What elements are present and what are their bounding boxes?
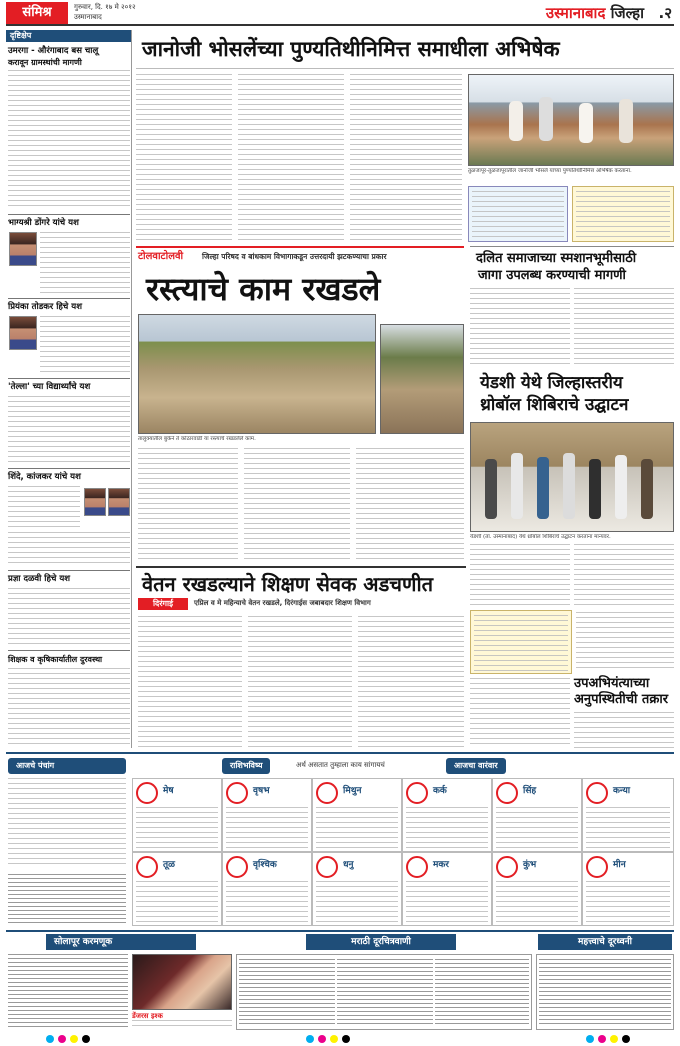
cyan-swatch — [306, 1035, 314, 1043]
person-figure — [563, 453, 575, 519]
divider — [6, 930, 674, 932]
rashi-card: कर्क — [402, 778, 492, 852]
rashi-text — [496, 881, 578, 923]
story-tag: दिरंगाई — [138, 598, 188, 610]
tv-column — [337, 959, 433, 1027]
rashi-card: मिथुन — [312, 778, 402, 852]
rashi-card: कुंभ — [492, 852, 582, 926]
article-body — [470, 678, 570, 748]
article-body — [358, 616, 464, 748]
throwball-headline-line2: थ्रोबॉल शिबिराचे उद्घाटन — [480, 395, 629, 415]
print-registration-marks — [6, 1032, 674, 1044]
complaint-headline-line1: उपअभियंत्याच्या — [574, 676, 650, 691]
left-column — [6, 30, 132, 748]
article-body — [138, 448, 238, 562]
zodiac-icon — [226, 782, 248, 804]
yellow-swatch — [330, 1035, 338, 1043]
rashi-card: सिंह — [492, 778, 582, 852]
info-box — [572, 186, 674, 242]
brief-title: 'तेल्ला' च्या विद्यार्थ्यांचे यश — [8, 382, 91, 392]
person-figure — [579, 103, 593, 143]
rashi-card: मकर — [402, 852, 492, 926]
cinema-list — [8, 954, 128, 1030]
person-figure — [641, 459, 653, 519]
brief-title: शिक्षक व कृषिकार्यातील दुरवस्था — [8, 655, 103, 664]
box-text — [576, 191, 670, 239]
article-body — [576, 612, 674, 672]
article-body — [350, 74, 462, 242]
phone-directory — [536, 954, 674, 1030]
article-body — [574, 288, 674, 368]
article-body — [470, 544, 570, 606]
box-text — [472, 191, 564, 239]
article-body — [238, 74, 344, 242]
edition-title: उस्मानाबाद जिल्हा — [545, 4, 644, 22]
tv-column — [435, 959, 529, 1027]
person-figure — [509, 101, 523, 141]
tv-schedule-grid — [236, 954, 532, 1030]
rashi-text — [136, 807, 218, 849]
brief-body — [8, 588, 130, 646]
article-body — [244, 448, 350, 562]
zodiac-icon — [136, 856, 158, 878]
road-photo — [138, 314, 376, 434]
rashi-text — [496, 807, 578, 849]
article-body — [470, 288, 570, 368]
rashi-card: मीन — [582, 852, 674, 926]
person-figure — [619, 99, 633, 143]
info-box — [470, 610, 572, 674]
brief-title: उमरगा - औरंगाबाद बस चालू — [8, 46, 99, 56]
rashi-text — [586, 807, 670, 849]
issue-date: गुरुवार, दि. १७ मे २०१२ उस्मानाबाद — [74, 3, 136, 21]
brief-title: प्रज्ञा दळवी हिचे यश — [8, 574, 71, 584]
road-headline: रस्त्याचे काम रखडले — [146, 270, 381, 308]
person-figure — [511, 453, 523, 519]
brief-body — [8, 396, 130, 464]
portrait-photo — [9, 232, 37, 266]
page-number: .२ — [658, 4, 672, 22]
samadhi-photo — [468, 74, 674, 166]
movie-details — [132, 1020, 232, 1030]
zodiac-icon — [586, 782, 608, 804]
dalit-headline-line2: जागा उपलब्ध करण्याची मागणी — [478, 268, 626, 283]
portrait-photo — [9, 316, 37, 350]
magenta-swatch — [318, 1035, 326, 1043]
newspaper-page — [6, 0, 674, 1046]
complaint-headline-line2: अनुपस्थितीची तक्रार — [574, 692, 669, 707]
article-body — [574, 712, 674, 748]
brief-body — [8, 668, 130, 746]
brief-body — [8, 70, 130, 210]
weekly-header: आजचा वारंवार — [446, 758, 506, 774]
rashi-card: कन्या — [582, 778, 674, 852]
panchang-table — [8, 874, 126, 926]
movie-caption: डेंजरस इश्क — [132, 1012, 163, 1020]
black-swatch — [82, 1035, 90, 1043]
divider — [470, 246, 674, 247]
zodiac-icon — [316, 856, 338, 878]
panchang-header: आजचे पंचांग — [8, 758, 126, 774]
person-figure — [485, 459, 497, 519]
tv-header: मराठी दूरचित्रवाणी — [306, 934, 456, 950]
photo-caption: तालुक्यातील बुकेने ते कोठारवाडी या रस्त्याचे रखडलेले काम. — [138, 436, 256, 442]
cyan-swatch — [586, 1035, 594, 1043]
phone-header: महत्त्वाचे दूरध्वनी — [538, 934, 672, 950]
person-figure — [589, 459, 601, 519]
divider — [136, 68, 674, 69]
rashi-card: धनु — [312, 852, 402, 926]
road-inset-photo — [380, 324, 464, 434]
rashi-text — [226, 881, 308, 923]
rashi-grid — [132, 778, 674, 926]
yellow-swatch — [610, 1035, 618, 1043]
brief-title: प्रियंका तोडकर हिचे यश — [8, 302, 82, 312]
brief-body — [8, 532, 130, 566]
black-swatch — [342, 1035, 350, 1043]
zodiac-icon — [586, 856, 608, 878]
rashi-text — [316, 807, 398, 849]
rashi-text — [316, 881, 398, 923]
cyan-swatch — [46, 1035, 54, 1043]
zodiac-icon — [226, 856, 248, 878]
article-body — [356, 448, 464, 562]
zodiac-icon — [136, 782, 158, 804]
photo-caption: तुळजापूर-तुळजापूरातील जानोजी भोसले यांच्या पुण्यतिथीनिमित्त अभिषेक करताना. — [468, 168, 632, 174]
rashi-text — [136, 881, 218, 923]
rashi-text — [406, 807, 488, 849]
portrait-photo — [84, 488, 106, 516]
story-subhead: एप्रिल व मे महिन्याचे वेतन रखडले, दिरंगाईस जबाबदार शिक्षण विभाग — [194, 599, 371, 607]
rashi-card: वृश्चिक — [222, 852, 312, 926]
rashi-text — [586, 881, 670, 923]
section-title: दृष्टिक्षेप — [6, 30, 132, 42]
black-swatch — [622, 1035, 630, 1043]
portrait-photo — [108, 488, 130, 516]
divider — [136, 566, 466, 568]
info-box — [468, 186, 568, 242]
page-header — [6, 0, 674, 26]
zodiac-icon — [496, 856, 518, 878]
panchang-body — [8, 778, 126, 868]
movie-poster — [132, 954, 232, 1010]
divider — [8, 298, 130, 299]
divider — [136, 246, 464, 248]
divider — [8, 214, 130, 215]
brief-title: शिंदे, कांजकर यांचे यश — [8, 472, 81, 482]
zodiac-icon — [496, 782, 518, 804]
article-body — [574, 544, 674, 606]
rashi-text — [226, 807, 308, 849]
story-tag: टोलवाटोलवी — [138, 251, 184, 262]
photo-caption: येडशी (ता. उस्मानाबाद) येथे थ्रोबॉल शिबिराचे उद्घाटन करताना मान्यवर. — [470, 534, 611, 540]
salary-headline: वेतन रखडल्याने शिक्षण सेवक अडचणीत — [142, 572, 434, 596]
zodiac-icon — [316, 782, 338, 804]
rashi-card: मेष — [132, 778, 222, 852]
box-text — [474, 615, 568, 671]
article-body — [138, 616, 242, 748]
throwball-headline-line1: येडशी येथे जिल्हास्तरीय — [480, 373, 623, 393]
rashi-card: तूळ — [132, 852, 222, 926]
article-body — [136, 74, 232, 242]
section-brand: संमिश्र — [6, 2, 68, 24]
divider — [8, 378, 130, 379]
divider — [8, 468, 130, 469]
magenta-swatch — [598, 1035, 606, 1043]
tv-column — [239, 959, 335, 1027]
brief-body — [40, 232, 130, 294]
divider — [8, 650, 130, 651]
brief-body — [8, 486, 80, 530]
rashi-note: अर्थ असतात तुम्हाला काय सांगायचं — [296, 761, 385, 769]
throwball-photo — [470, 422, 674, 532]
story-subhead: जिल्हा परिषद व बांधकाम विभागाकडून उत्तरदायी झटकण्याचा प्रकार — [202, 252, 387, 261]
yellow-swatch — [70, 1035, 78, 1043]
main-headline: जानोजी भोसलेंच्या पुण्यतिथीनिमित्त समाधीला अभिषेक — [142, 37, 560, 61]
article-body — [248, 616, 352, 748]
person-figure — [537, 457, 549, 519]
person-figure — [615, 455, 627, 519]
phone-list — [539, 959, 671, 1027]
brief-body — [40, 316, 130, 374]
rashi-text — [406, 881, 488, 923]
brief-subtitle: करावून ग्रामस्थांची मागणी — [8, 58, 82, 67]
zodiac-icon — [406, 856, 428, 878]
rashi-header: राशिभविष्य — [222, 758, 270, 774]
divider — [8, 570, 130, 571]
brief-title: भाग्यश्री डोंगरे यांचे यश — [8, 218, 79, 228]
person-figure — [539, 97, 553, 141]
divider — [6, 752, 674, 754]
dalit-headline-line1: दलित समाजाच्या स्मशानभूमीसाठी — [476, 251, 637, 266]
zodiac-icon — [406, 782, 428, 804]
rashi-card: वृषभ — [222, 778, 312, 852]
magenta-swatch — [58, 1035, 66, 1043]
solapur-header: सोलापूर करमणूक — [46, 934, 196, 950]
